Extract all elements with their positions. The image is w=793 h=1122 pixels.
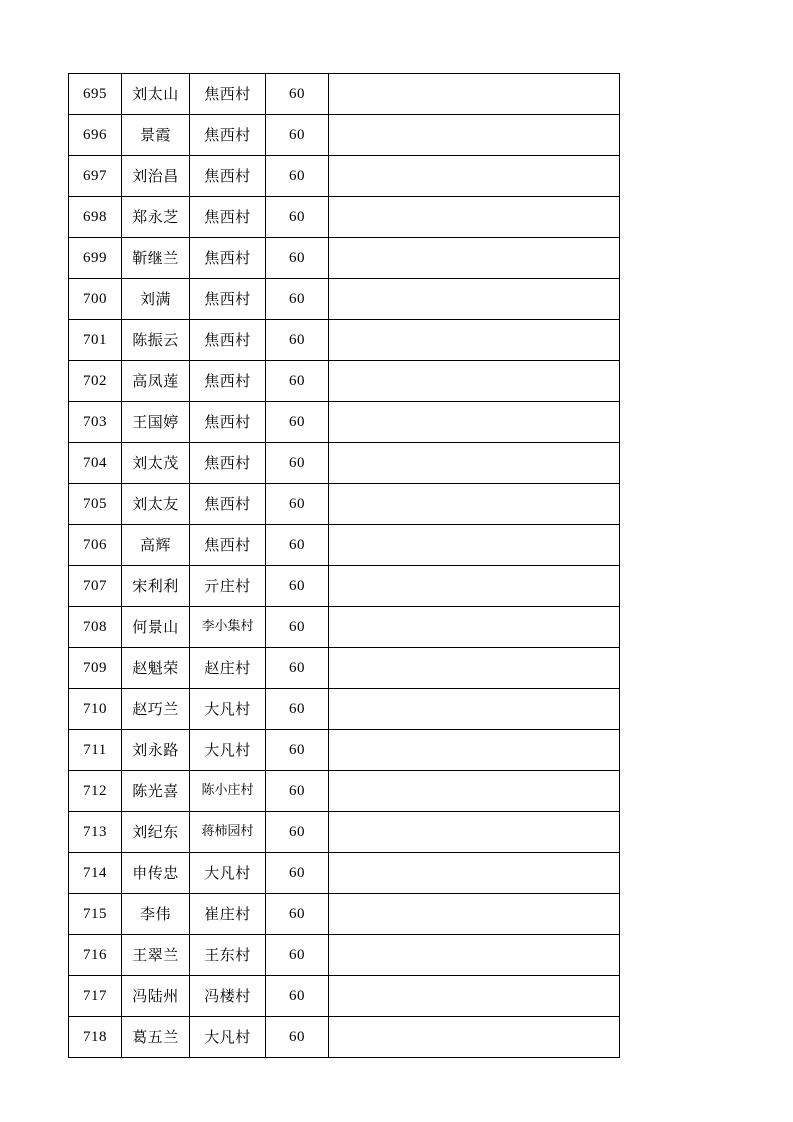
cell-amount: 60 [266, 238, 329, 279]
cell-amount: 60 [266, 976, 329, 1017]
cell-index: 705 [69, 484, 122, 525]
cell-name: 陈光喜 [122, 771, 190, 812]
cell-amount: 60 [266, 525, 329, 566]
cell-note [329, 730, 620, 771]
cell-amount: 60 [266, 935, 329, 976]
cell-name: 刘太茂 [122, 443, 190, 484]
cell-amount: 60 [266, 115, 329, 156]
cell-name: 赵魁荣 [122, 648, 190, 689]
cell-note [329, 1017, 620, 1058]
cell-amount: 60 [266, 361, 329, 402]
table-row [69, 853, 620, 894]
cell-village: 焦西村 [190, 525, 266, 566]
cell-name: 刘太山 [122, 74, 190, 115]
cell-name: 刘满 [122, 279, 190, 320]
cell-amount: 60 [266, 197, 329, 238]
cell-note [329, 156, 620, 197]
table-row [69, 115, 620, 156]
cell-note [329, 853, 620, 894]
cell-note [329, 607, 620, 648]
table-row [69, 279, 620, 320]
cell-note [329, 976, 620, 1017]
cell-note [329, 361, 620, 402]
table-row [69, 197, 620, 238]
cell-index: 711 [69, 730, 122, 771]
cell-village: 焦西村 [190, 238, 266, 279]
cell-amount: 60 [266, 853, 329, 894]
cell-amount: 60 [266, 156, 329, 197]
cell-note [329, 238, 620, 279]
cell-village: 赵庄村 [190, 648, 266, 689]
cell-index: 700 [69, 279, 122, 320]
cell-index: 698 [69, 197, 122, 238]
cell-note [329, 197, 620, 238]
cell-note [329, 279, 620, 320]
cell-village: 焦西村 [190, 74, 266, 115]
cell-note [329, 812, 620, 853]
table-row [69, 730, 620, 771]
cell-note [329, 484, 620, 525]
cell-village: 焦西村 [190, 402, 266, 443]
cell-village: 焦西村 [190, 156, 266, 197]
cell-amount: 60 [266, 279, 329, 320]
table-row [69, 648, 620, 689]
table-row [69, 935, 620, 976]
table-row [69, 443, 620, 484]
cell-index: 708 [69, 607, 122, 648]
cell-index: 717 [69, 976, 122, 1017]
cell-village: 蒋柿园村 [190, 812, 266, 853]
cell-index: 709 [69, 648, 122, 689]
cell-village: 崔庄村 [190, 894, 266, 935]
cell-note [329, 74, 620, 115]
table-row [69, 156, 620, 197]
table-row [69, 566, 620, 607]
cell-index: 710 [69, 689, 122, 730]
cell-index: 715 [69, 894, 122, 935]
roster-table-container [68, 73, 619, 1058]
cell-name: 刘太友 [122, 484, 190, 525]
cell-index: 702 [69, 361, 122, 402]
cell-name: 高辉 [122, 525, 190, 566]
cell-index: 697 [69, 156, 122, 197]
cell-amount: 60 [266, 771, 329, 812]
cell-name: 刘治昌 [122, 156, 190, 197]
cell-note [329, 402, 620, 443]
cell-name: 李伟 [122, 894, 190, 935]
cell-name: 宋利利 [122, 566, 190, 607]
cell-village: 焦西村 [190, 197, 266, 238]
cell-index: 706 [69, 525, 122, 566]
cell-index: 696 [69, 115, 122, 156]
cell-index: 699 [69, 238, 122, 279]
cell-amount: 60 [266, 443, 329, 484]
cell-name: 靳继兰 [122, 238, 190, 279]
table-row [69, 689, 620, 730]
table-row [69, 320, 620, 361]
cell-name: 冯陆州 [122, 976, 190, 1017]
cell-village: 焦西村 [190, 320, 266, 361]
cell-name: 葛五兰 [122, 1017, 190, 1058]
table-row [69, 976, 620, 1017]
cell-name: 陈振云 [122, 320, 190, 361]
cell-name: 何景山 [122, 607, 190, 648]
cell-index: 703 [69, 402, 122, 443]
cell-note [329, 689, 620, 730]
cell-index: 714 [69, 853, 122, 894]
cell-index: 701 [69, 320, 122, 361]
table-row [69, 402, 620, 443]
cell-name: 景霞 [122, 115, 190, 156]
cell-amount: 60 [266, 648, 329, 689]
cell-note [329, 771, 620, 812]
cell-amount: 60 [266, 320, 329, 361]
cell-village: 陈小庄村 [190, 771, 266, 812]
table-row [69, 1017, 620, 1058]
cell-village: 李小集村 [190, 607, 266, 648]
cell-note [329, 443, 620, 484]
cell-name: 赵巧兰 [122, 689, 190, 730]
table-row [69, 74, 620, 115]
cell-village: 焦西村 [190, 484, 266, 525]
cell-index: 695 [69, 74, 122, 115]
cell-amount: 60 [266, 689, 329, 730]
cell-name: 郑永芝 [122, 197, 190, 238]
table-row [69, 361, 620, 402]
cell-amount: 60 [266, 402, 329, 443]
cell-amount: 60 [266, 74, 329, 115]
cell-note [329, 115, 620, 156]
table-row [69, 238, 620, 279]
table-row [69, 812, 620, 853]
table-row [69, 525, 620, 566]
cell-village: 大凡村 [190, 853, 266, 894]
cell-index: 712 [69, 771, 122, 812]
table-row [69, 894, 620, 935]
cell-name: 申传忠 [122, 853, 190, 894]
cell-village: 焦西村 [190, 115, 266, 156]
cell-amount: 60 [266, 894, 329, 935]
cell-village: 焦西村 [190, 279, 266, 320]
cell-village: 大凡村 [190, 689, 266, 730]
cell-note [329, 894, 620, 935]
table-row [69, 484, 620, 525]
cell-name: 高凤莲 [122, 361, 190, 402]
cell-name: 王国婷 [122, 402, 190, 443]
cell-note [329, 648, 620, 689]
cell-note [329, 320, 620, 361]
roster-table [68, 73, 620, 1058]
roster-table-body [69, 74, 620, 1058]
cell-index: 716 [69, 935, 122, 976]
cell-village: 大凡村 [190, 1017, 266, 1058]
cell-village: 大凡村 [190, 730, 266, 771]
cell-index: 707 [69, 566, 122, 607]
cell-amount: 60 [266, 812, 329, 853]
cell-index: 704 [69, 443, 122, 484]
cell-village: 焦西村 [190, 361, 266, 402]
cell-note [329, 935, 620, 976]
cell-amount: 60 [266, 484, 329, 525]
cell-name: 王翠兰 [122, 935, 190, 976]
cell-amount: 60 [266, 607, 329, 648]
cell-village: 焦西村 [190, 443, 266, 484]
table-row [69, 607, 620, 648]
cell-index: 713 [69, 812, 122, 853]
cell-amount: 60 [266, 566, 329, 607]
cell-village: 王东村 [190, 935, 266, 976]
cell-amount: 60 [266, 730, 329, 771]
cell-amount: 60 [266, 1017, 329, 1058]
cell-village: 亓庄村 [190, 566, 266, 607]
cell-name: 刘纪东 [122, 812, 190, 853]
cell-note [329, 566, 620, 607]
table-row [69, 771, 620, 812]
cell-name: 刘永路 [122, 730, 190, 771]
cell-index: 718 [69, 1017, 122, 1058]
cell-village: 冯楼村 [190, 976, 266, 1017]
cell-note [329, 525, 620, 566]
